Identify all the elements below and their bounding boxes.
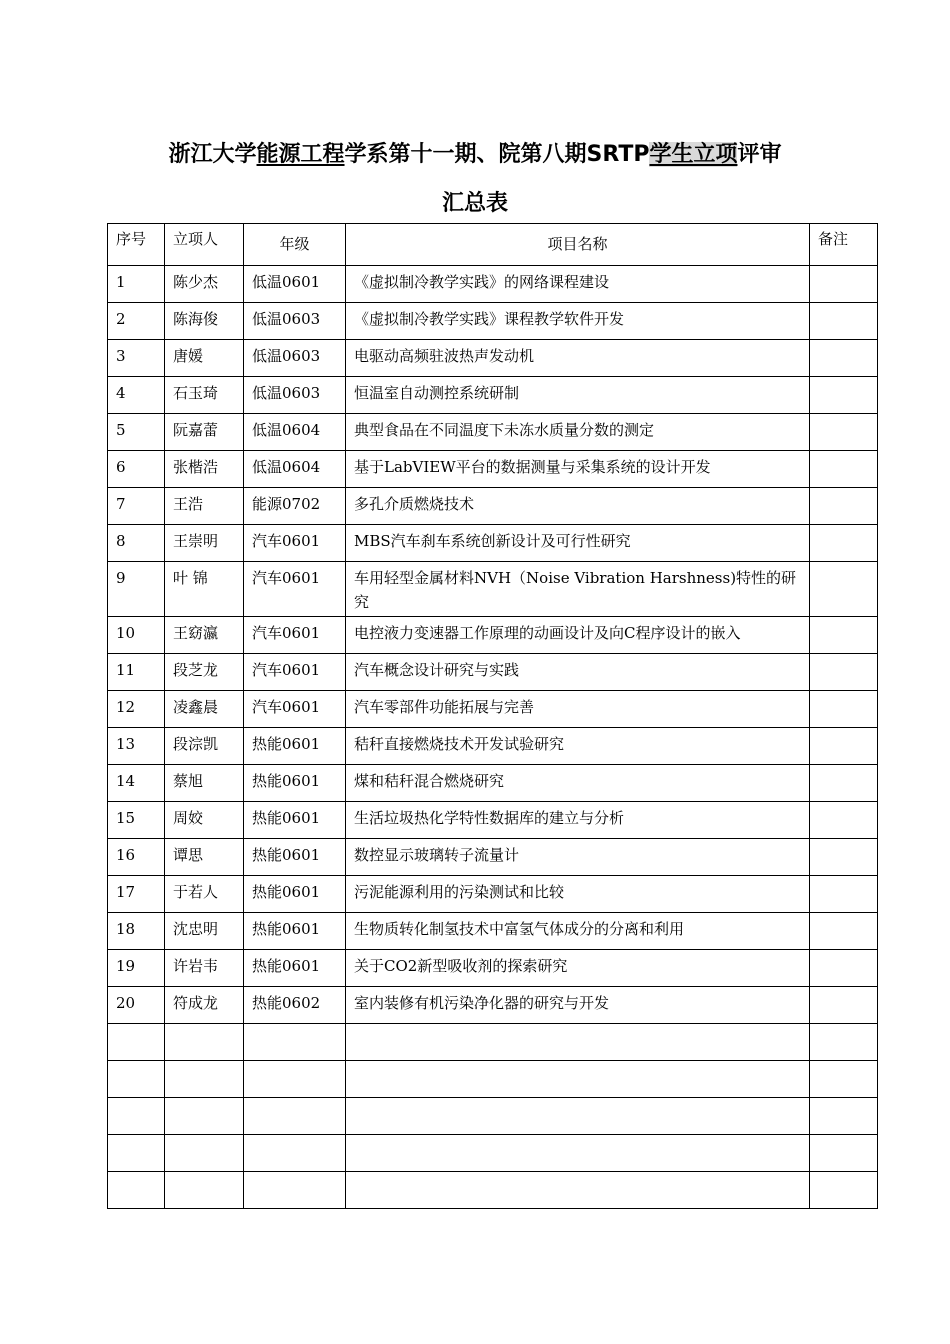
table-row <box>108 488 878 525</box>
cell-applicant <box>165 1024 244 1061</box>
cell-applicant: 陈海俊 <box>165 303 244 340</box>
cell-project-name: 室内装修有机污染净化器的研究与开发 <box>346 987 810 1024</box>
cell-index: 4 <box>108 377 165 414</box>
cell-project-name: 数控显示玻璃转子流量计 <box>346 839 810 876</box>
table-row <box>108 340 878 377</box>
cell-grade: 能源0702 <box>244 488 346 525</box>
table-header-row <box>108 224 878 266</box>
cell-project-name: 秸秆直接燃烧技术开发试验研究 <box>346 728 810 765</box>
cell-project-name <box>346 1098 810 1135</box>
cell-project-name: 电控液力变速器工作原理的动画设计及向C程序设计的嵌入 <box>346 617 810 654</box>
document-title-line2: 汇总表 <box>441 191 508 216</box>
cell-project-name: 恒温室自动测控系统研制 <box>346 377 810 414</box>
cell-index: 19 <box>108 950 165 987</box>
cell-grade <box>244 1135 346 1172</box>
cell-project-name: 《虚拟制冷教学实践》的网络课程建设 <box>346 266 810 303</box>
cell-remarks <box>810 839 878 876</box>
cell-grade: 低温0603 <box>244 377 346 414</box>
cell-remarks <box>810 1061 878 1098</box>
cell-applicant: 于若人 <box>165 876 244 913</box>
cell-project-name <box>346 1172 810 1209</box>
cell-project-name: 汽车概念设计研究与实践 <box>346 654 810 691</box>
cell-grade: 汽车0601 <box>244 691 346 728</box>
cell-grade <box>244 1172 346 1209</box>
cell-applicant: 符成龙 <box>165 987 244 1024</box>
table-row <box>108 377 878 414</box>
cell-index: 17 <box>108 876 165 913</box>
cell-index: 2 <box>108 303 165 340</box>
cell-remarks <box>810 377 878 414</box>
cell-applicant: 段淙凯 <box>165 728 244 765</box>
cell-remarks <box>810 617 878 654</box>
header-index: 序号 <box>108 224 165 266</box>
cell-applicant: 蔡旭 <box>165 765 244 802</box>
cell-index: 1 <box>108 266 165 303</box>
cell-index: 13 <box>108 728 165 765</box>
title-part4: 学生立项 <box>649 142 738 167</box>
cell-applicant <box>165 1172 244 1209</box>
table-row <box>108 1098 878 1135</box>
cell-applicant: 段芝龙 <box>165 654 244 691</box>
cell-project-name: 煤和秸秆混合燃烧研究 <box>346 765 810 802</box>
cell-grade: 汽车0601 <box>244 654 346 691</box>
cell-remarks <box>810 303 878 340</box>
cell-applicant: 王窈瀛 <box>165 617 244 654</box>
table-row <box>108 765 878 802</box>
table-row <box>108 303 878 340</box>
cell-remarks <box>810 1172 878 1209</box>
cell-grade: 热能0601 <box>244 728 346 765</box>
table-row <box>108 691 878 728</box>
cell-project-name: 多孔介质燃烧技术 <box>346 488 810 525</box>
cell-remarks <box>810 913 878 950</box>
cell-remarks <box>810 414 878 451</box>
cell-grade: 热能0601 <box>244 839 346 876</box>
cell-grade: 低温0601 <box>244 266 346 303</box>
cell-index <box>108 1061 165 1098</box>
cell-project-name <box>346 1024 810 1061</box>
cell-applicant: 沈忠明 <box>165 913 244 950</box>
title-part1: 浙江大学 <box>168 142 257 167</box>
cell-grade: 热能0601 <box>244 876 346 913</box>
table-row <box>108 1024 878 1061</box>
cell-index: 14 <box>108 765 165 802</box>
cell-applicant <box>165 1098 244 1135</box>
cell-remarks <box>810 1135 878 1172</box>
cell-remarks <box>810 525 878 562</box>
cell-index: 11 <box>108 654 165 691</box>
document-title-line1 <box>0 137 950 168</box>
cell-project-name <box>346 1061 810 1098</box>
cell-project-name: MBS汽车刹车系统创新设计及可行性研究 <box>346 525 810 562</box>
cell-grade <box>244 1061 346 1098</box>
cell-remarks <box>810 1098 878 1135</box>
table-row <box>108 617 878 654</box>
table-row <box>108 562 878 617</box>
header-remarks: 备注 <box>810 224 878 266</box>
cell-project-name: 汽车零部件功能拓展与完善 <box>346 691 810 728</box>
cell-index: 12 <box>108 691 165 728</box>
cell-applicant: 王崇明 <box>165 525 244 562</box>
cell-index <box>108 1024 165 1061</box>
cell-remarks <box>810 950 878 987</box>
cell-applicant: 张楷浩 <box>165 451 244 488</box>
header-project-name: 项目名称 <box>346 224 810 266</box>
cell-applicant: 谭思 <box>165 839 244 876</box>
cell-applicant: 王浩 <box>165 488 244 525</box>
srtp-summary-table <box>107 223 878 1209</box>
cell-grade: 热能0601 <box>244 765 346 802</box>
cell-project-name: 生活垃圾热化学特性数据库的建立与分析 <box>346 802 810 839</box>
cell-index: 10 <box>108 617 165 654</box>
cell-grade: 低温0603 <box>244 303 346 340</box>
cell-index: 20 <box>108 987 165 1024</box>
table-row <box>108 839 878 876</box>
cell-index: 15 <box>108 802 165 839</box>
cell-remarks <box>810 451 878 488</box>
cell-grade: 热能0602 <box>244 987 346 1024</box>
table-row <box>108 876 878 913</box>
title-part3: 学系第十一期、院第八期SRTP <box>344 142 650 167</box>
cell-index: 3 <box>108 340 165 377</box>
header-grade: 年级 <box>244 224 346 266</box>
cell-project-name: 关于CO2新型吸收剂的探索研究 <box>346 950 810 987</box>
table-body <box>108 266 878 1209</box>
cell-index: 8 <box>108 525 165 562</box>
cell-project-name: 典型食品在不同温度下未冻水质量分数的测定 <box>346 414 810 451</box>
cell-applicant: 唐媛 <box>165 340 244 377</box>
cell-index: 18 <box>108 913 165 950</box>
cell-remarks <box>810 987 878 1024</box>
table-row <box>108 414 878 451</box>
table-row <box>108 1172 878 1209</box>
cell-grade: 汽车0601 <box>244 617 346 654</box>
cell-index: 9 <box>108 562 165 617</box>
cell-remarks <box>810 802 878 839</box>
cell-remarks <box>810 691 878 728</box>
cell-applicant: 阮嘉蕾 <box>165 414 244 451</box>
table-row <box>108 654 878 691</box>
cell-index <box>108 1172 165 1209</box>
cell-grade: 低温0603 <box>244 340 346 377</box>
cell-index <box>108 1135 165 1172</box>
table-row <box>108 728 878 765</box>
header-applicant: 立项人 <box>165 224 244 266</box>
cell-index <box>108 1098 165 1135</box>
cell-index: 16 <box>108 839 165 876</box>
table-row <box>108 1135 878 1172</box>
cell-grade: 热能0601 <box>244 802 346 839</box>
cell-remarks <box>810 765 878 802</box>
cell-project-name: 《虚拟制冷教学实践》课程教学软件开发 <box>346 303 810 340</box>
cell-project-name: 污泥能源利用的污染测试和比较 <box>346 876 810 913</box>
cell-grade <box>244 1098 346 1135</box>
cell-remarks <box>810 1024 878 1061</box>
cell-remarks <box>810 728 878 765</box>
cell-index: 5 <box>108 414 165 451</box>
cell-applicant: 石玉琦 <box>165 377 244 414</box>
cell-grade: 汽车0601 <box>244 525 346 562</box>
cell-remarks <box>810 488 878 525</box>
cell-remarks <box>810 654 878 691</box>
table-row <box>108 802 878 839</box>
cell-index: 7 <box>108 488 165 525</box>
cell-remarks <box>810 876 878 913</box>
title-part2: 能源工程 <box>256 142 345 167</box>
table-row <box>108 913 878 950</box>
cell-remarks <box>810 340 878 377</box>
cell-applicant: 凌鑫晨 <box>165 691 244 728</box>
cell-grade: 低温0604 <box>244 451 346 488</box>
cell-grade <box>244 1024 346 1061</box>
title-part5: 评审 <box>737 142 782 167</box>
cell-remarks <box>810 266 878 303</box>
cell-applicant <box>165 1135 244 1172</box>
cell-project-name: 车用轻型金属材料NVH（Noise Vibration Harshness)特性的研究 <box>346 562 810 617</box>
table-row <box>108 950 878 987</box>
cell-applicant <box>165 1061 244 1098</box>
table-row <box>108 451 878 488</box>
cell-remarks <box>810 562 878 617</box>
cell-grade: 低温0604 <box>244 414 346 451</box>
cell-grade: 汽车0601 <box>244 562 346 617</box>
cell-project-name: 基于LabVIEW平台的数据测量与采集系统的设计开发 <box>346 451 810 488</box>
table-row <box>108 987 878 1024</box>
table-row <box>108 266 878 303</box>
cell-applicant: 陈少杰 <box>165 266 244 303</box>
cell-applicant: 周姣 <box>165 802 244 839</box>
cell-grade: 热能0601 <box>244 913 346 950</box>
cell-applicant: 叶 锦 <box>165 562 244 617</box>
cell-index: 6 <box>108 451 165 488</box>
cell-grade: 热能0601 <box>244 950 346 987</box>
table-row <box>108 525 878 562</box>
cell-project-name: 生物质转化制氢技术中富氢气体成分的分离和利用 <box>346 913 810 950</box>
cell-project-name: 电驱动高频驻波热声发动机 <box>346 340 810 377</box>
cell-project-name <box>346 1135 810 1172</box>
table-row <box>108 1061 878 1098</box>
cell-applicant: 许岩韦 <box>165 950 244 987</box>
